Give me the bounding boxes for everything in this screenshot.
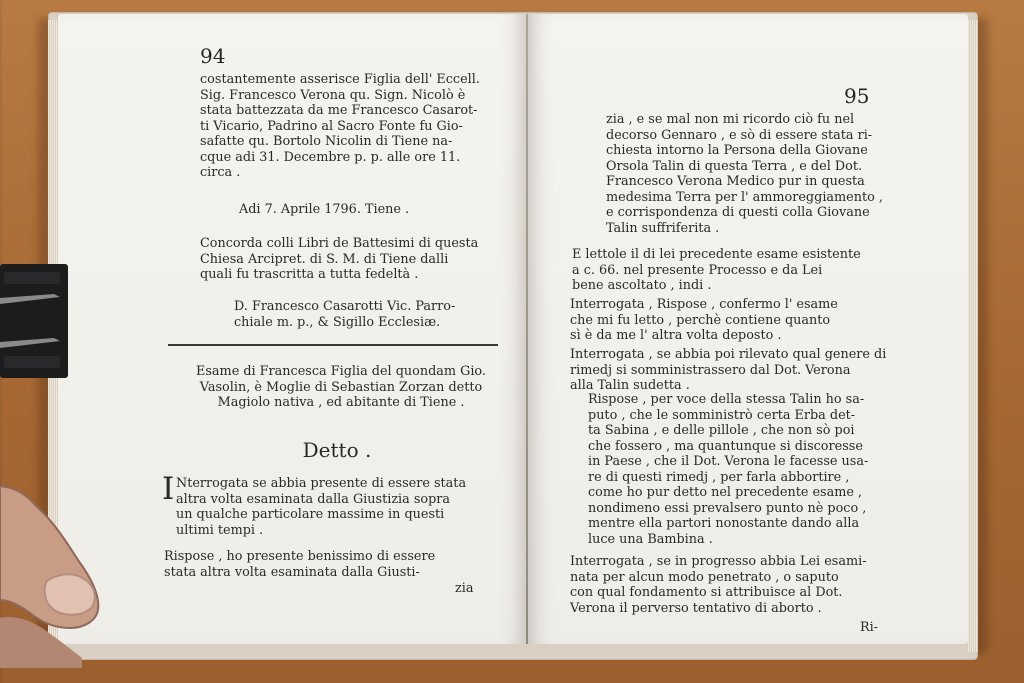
right-paragraph-4: Interrogata , se abbia poi rilevato qual genere di rimedj si somministrassero dal Dot. Verona alla Talin sudetta .	[570, 347, 887, 393]
right-paragraph-5: Rispose , per voce della stessa Talin ho sa- puto , che le somministrò certa Erba det- ta Sabina , e delle pillole , che non sò poi che fossero , ma quantunque si discoresse in Paese , che il Dot. Verona le facesse usa- re di questi rimedj , per farla abbortire , come ho pur detto nel precedente esame , nondimeno essi prevalsero punto nè poco , mentre ella partori nonostante dando alla luce una Bambina .	[588, 392, 869, 547]
right-catchword: Ri-	[860, 620, 879, 635]
right-paragraph-6: Interrogata , se in progresso abbia Lei esami- nata per alcun modo penetrato , o saputo con qual fondamento si attribuisce al Dot. Verona il perverso tentativo di aborto .	[570, 554, 867, 616]
right-paragraph-1: zia , e se mal non mi ricordo ciò fu nel decorso Gennaro , e sò di essere stata ri- chiesta intorno la Persona della Giovane Orsola Talin di questa Terra , e del Dot. Francesco Verona Medico pur in questa medesima Terra per l' ammoreggiamento , e corrispondenza di questi colla Giovane Talin suffriferita .	[606, 112, 883, 236]
left-heading-block: Esame di Francesca Figlia del quondam Gio. Vasolin, è Moglie di Sebastian Zorzan detto Magiolo nativa , ed abitante di Tiene .	[196, 364, 486, 410]
right-paragraph-2: E lettole il di lei precedente esame esistente a c. 66. nel presente Processo e da Lei bene ascoltato , indi .	[572, 247, 861, 293]
left-question: Nterrogata se abbia presente di essere stata altra volta esaminata dalla Giustizia sopra un qualche particolare massime in questi ultimi tempi .	[176, 476, 467, 538]
left-drop-cap: I	[162, 471, 175, 507]
left-paragraph-1: costantemente asserisce Figlia dell' Eccell. Sig. Francesco Verona qu. Sign. Nicolò è stata battezzata da me Francesco Casarot- ti Vicario, Padrino al Sacro Fonte fu Gio- safatte qu. Bortolo Nicolin di Tiene na- cque adi 31. Decembre p. p. alle ore 11. circa .	[200, 72, 480, 180]
right-paragraph-3: Interrogata , Rispose , confermo l' esame che mi fu letto , perchè contiene quanto sì è da me l' altra volta deposto .	[570, 297, 838, 343]
left-section-title: Detto .	[302, 438, 372, 462]
left-date-line: Adi 7. Aprile 1796. Tiene .	[239, 202, 410, 217]
left-answer: Rispose , ho presente benissimo di essere stata altra volta esaminata dalla Giusti-	[164, 549, 436, 580]
binder-clip	[0, 264, 68, 378]
right-page-number: 95	[844, 84, 870, 108]
left-page-number: 94	[200, 44, 226, 68]
hand-thumb	[0, 468, 108, 668]
left-page	[58, 14, 526, 644]
right-page	[528, 14, 968, 644]
left-catchword: zia	[455, 581, 474, 596]
left-rule-line	[168, 344, 498, 346]
left-signature: D. Francesco Casarotti Vic. Parro- chiale m. p., & Sigillo Ecclesiæ.	[234, 299, 456, 330]
left-paragraph-2: Concorda colli Libri de Battesimi di questa Chiesa Arcipret. di S. M. di Tiene dalli quali fu trascritta a tutta fedeltà .	[200, 236, 479, 282]
